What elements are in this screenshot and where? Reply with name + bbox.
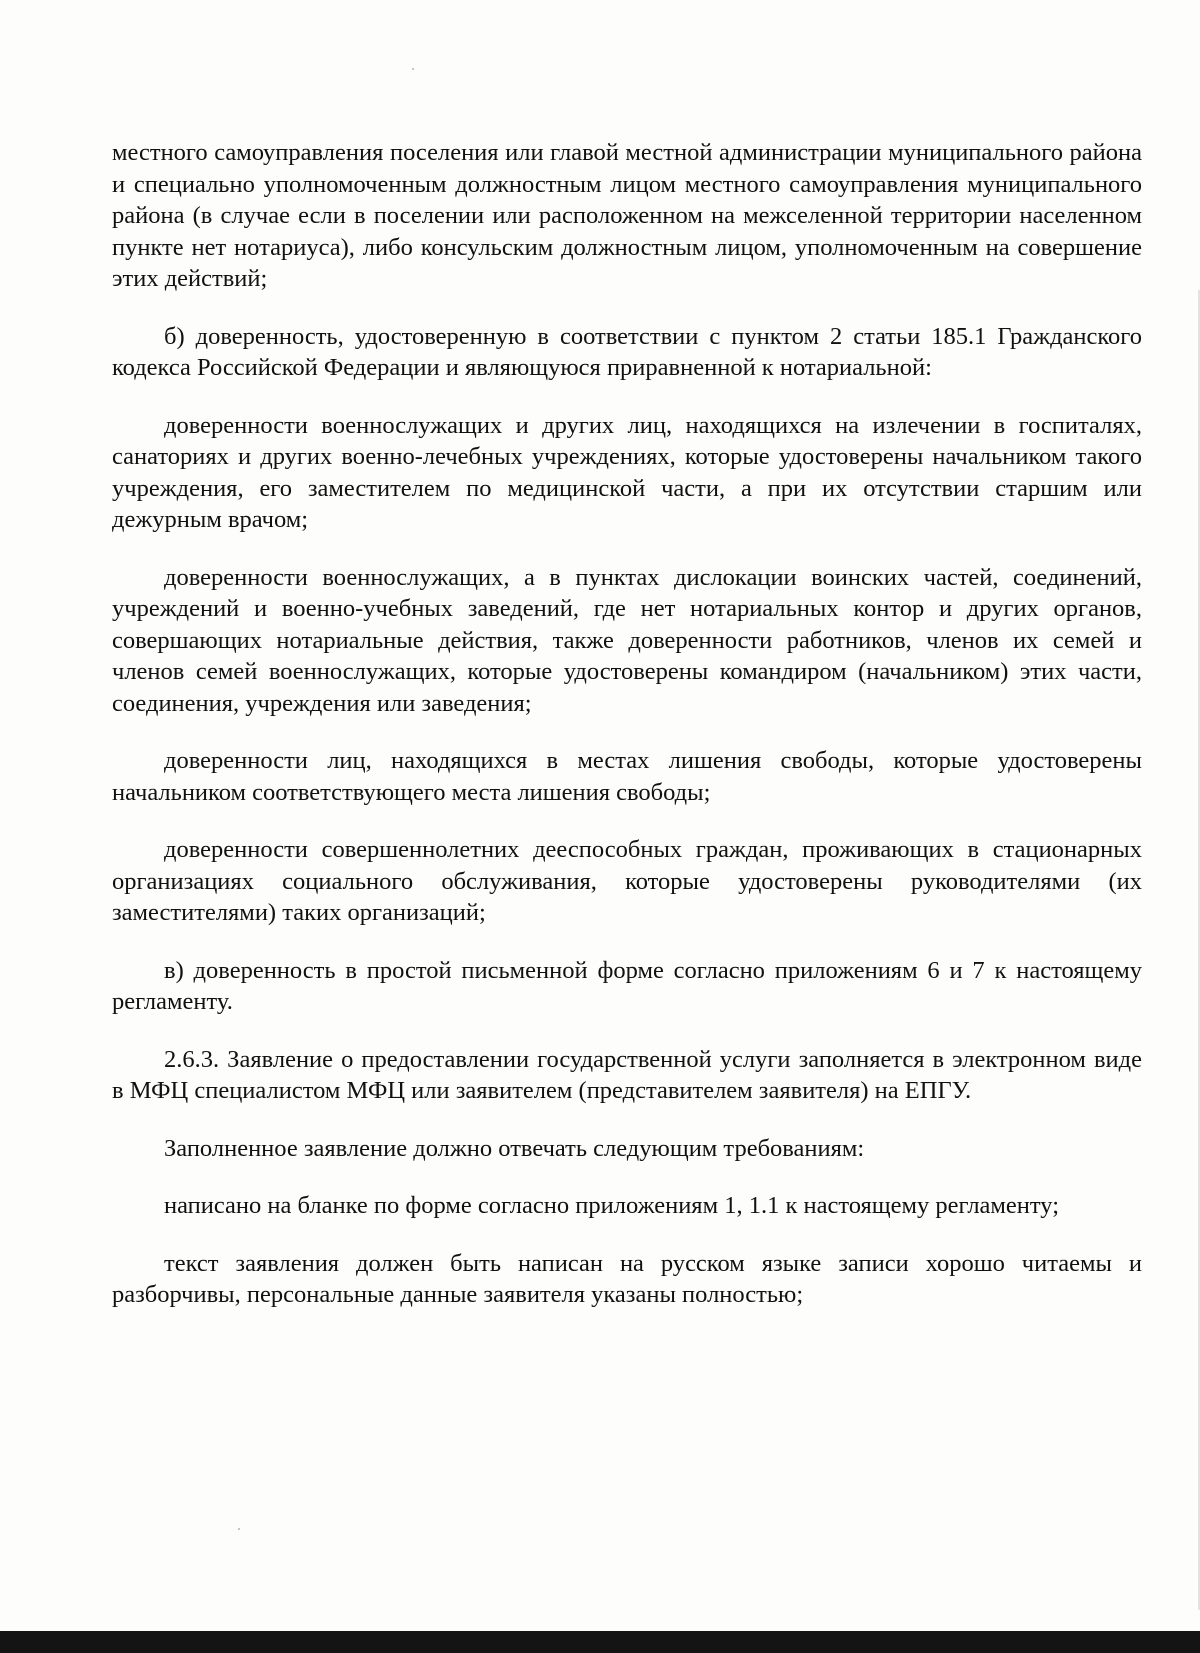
paragraph-military-hospital: доверенности военнослужащих и других лиц, находящихся на излечении в госпиталях, санаториях и других военно-лечебных учреждениях, которые удостоверены начальником такого учреждения, его заместителем по медицинской части, а при их отсутствии старшим или дежурным врачом;: [112, 411, 1142, 533]
scan-speck: [238, 1528, 240, 1530]
document-body: [112, 137, 1142, 1337]
scan-speck: [412, 68, 414, 70]
paragraph-form-blank: написано на бланке по форме согласно приложениям 1, 1.1 к настоящему регламенту;: [164, 1192, 1060, 1219]
paragraph-detention-places: доверенности лиц, находящихся в местах лишения свободы, которые удостоверены начальником соответствующего места лишения свободы;: [112, 747, 1142, 806]
scan-bottom-border: [0, 1631, 1200, 1653]
paragraph-notary-alternatives: местного самоуправления поселения или главой местной администрации муниципального района и специально уполномоченным должностным лицом местного самоуправления муниципального района (в случае если в поселении или расположенном на межселенной территории населенном пункте нет нотариуса), либо консульским должностным лицом, уполномоченным на совершение этих действий;: [112, 139, 1142, 292]
paragraph-social-service: доверенности совершеннолетних дееспособных граждан, проживающих в стационарных организациях социального обслуживания, которые удостоверены руководителями (их заместителями) таких организаций;: [112, 836, 1142, 926]
paragraph-power-of-attorney-b: б) доверенность, удостоверенную в соответствии с пунктом 2 статьи 185.1 Гражданского кодекса Российской Федерации и являющуюся приравненной к нотариальной:: [112, 322, 1142, 381]
paragraph-russian-language: текст заявления должен быть написан на русском языке записи хорошо читаемы и разборчивы, персональные данные заявителя указаны полностью;: [112, 1249, 1142, 1308]
paragraph-military-units: доверенности военнослужащих, а в пунктах дислокации воинских частей, соединений, учреждений и военно-учебных заведений, где нет нотариальных контор и других органов, совершающих нотариальные действия, также доверенности работников, членов их семей и членов семей военнослужащих, которые удостоверены командиром (начальником) этих части, соединения, учреждения или заведения;: [112, 563, 1142, 717]
paragraph-requirements-intro: Заполненное заявление должно отвечать следующим требованиям:: [164, 1134, 865, 1162]
paragraph-simple-written-form: в) доверенность в простой письменной форме согласно приложениям 6 и 7 к настоящему регламенту.: [112, 956, 1142, 1015]
paragraph-section-2-6-3: 2.6.3. Заявление о предоставлении государственной услуги заполняется в электронном виде в МФЦ специалистом МФЦ или заявителем (представителем заявителя) на ЕПГУ.: [112, 1045, 1142, 1104]
